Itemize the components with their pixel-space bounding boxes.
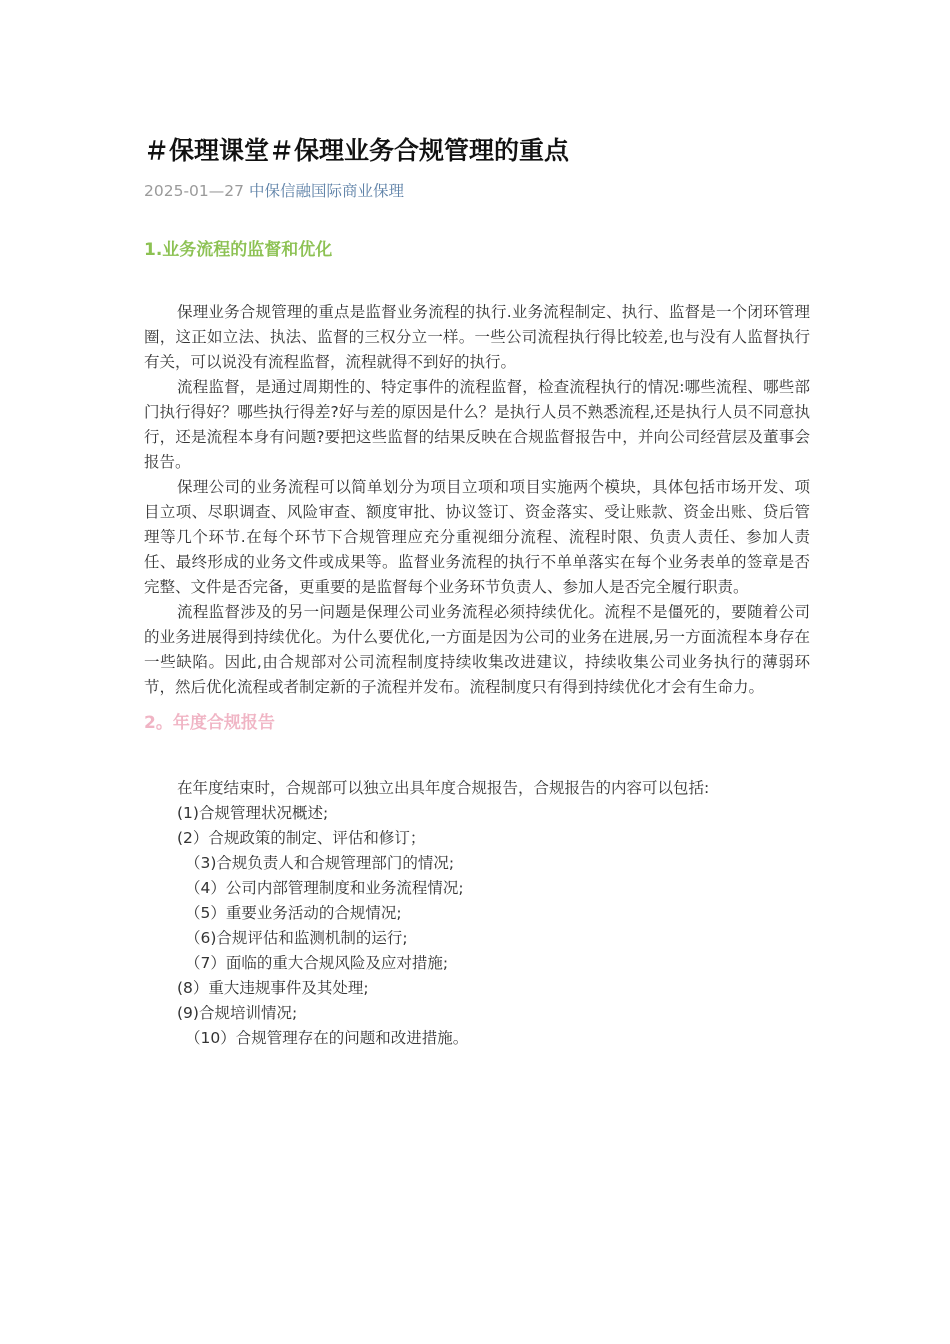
list-item: (9)合规培训情况; [177, 1004, 298, 1022]
list-item: （4）公司内部管理制度和业务流程情况; [185, 879, 464, 897]
publish-date: 2025-01—27 [144, 182, 244, 200]
author-link[interactable]: 中保信融国际商业保理 [249, 182, 405, 200]
paragraph: 保理业务合规管理的重点是监督业务流程的执行.业务流程制定、执行、监督是一个闭环管理圈，这正如立法、执法、监督的三权分立一样。一些公司流程执行得比较差,也与没有人监督执行有关，可以说没有流程监督，流程就得不到好的执行。 [144, 303, 810, 371]
list-item: (2）合规政策的制定、评估和修订； [177, 829, 426, 847]
list-item: (1)合规管理状况概述; [177, 804, 329, 822]
article [144, 132, 810, 1051]
article-meta [144, 179, 810, 203]
list-item: （5）重要业务活动的合规情况; [185, 904, 402, 922]
section-body-process [144, 300, 810, 700]
paragraph: 流程监督涉及的另一问题是保理公司业务流程必须持续优化。流程不是僵死的，要随着公司的业务进展得到持续优化。为什么要优化,一方面是因为公司的业务在进展,另一方面流程本身存在一些缺陷。因此,由合规部对公司流程制度持续收集改进建议，持续收集公司业务执行的薄弱环节，然后优化流程或者制定新的子流程并发布。流程制度只有得到持续优化才会有生命力。 [144, 603, 810, 696]
paragraph: 流程监督，是通过周期性的、特定事件的流程监督，检查流程执行的情况:哪些流程、哪些部门执行得好？哪些执行得差?好与差的原因是什么？是执行人员不熟悉流程,还是执行人员不同意执行，还是流程本身有问题?要把这些监督的结果反映在合规监督报告中，并向公司经营层及董事会报告。 [144, 378, 810, 471]
paragraph: 保理公司的业务流程可以简单划分为项目立项和项目实施两个模块，具体包括市场开发、项目立项、尽职调查、风险审查、额度审批、协议签订、资金落实、受让账款、资金出账、贷后管理等几个环节.在每个环节下合规管理应充分重视细分流程、流程时限、负责人责任、参加人责任、最终形成的业务文件或成果等。监督业务流程的执行不单单落实在每个业务表单的签章是否完整、文件是否完备，更重要的是监督每个业务环节负责人、参加人是否完全履行职责。 [144, 478, 810, 596]
list-item: (8）重大违规事件及其处理; [177, 979, 369, 997]
list-item: （10）合规管理存在的问题和改进措施。 [185, 1029, 469, 1047]
article-title: ＃保理课堂＃保理业务合规管理的重点 [144, 136, 570, 165]
list-item: （3)合规负责人和合规管理部门的情况; [185, 854, 455, 872]
list-item: （6)合规评估和监测机制的运行; [185, 929, 408, 947]
section-heading-process: 1.业务流程的监督和优化 [144, 240, 333, 260]
section-heading-annual-report: 2。年度合规报告 [144, 713, 275, 733]
list-intro: 在年度结束时，合规部可以独立出具年度合规报告，合规报告的内容可以包括: [177, 779, 710, 797]
list-item: （7）面临的重大合规风险及应对措施; [185, 954, 449, 972]
section-body-annual-report [144, 776, 810, 1051]
